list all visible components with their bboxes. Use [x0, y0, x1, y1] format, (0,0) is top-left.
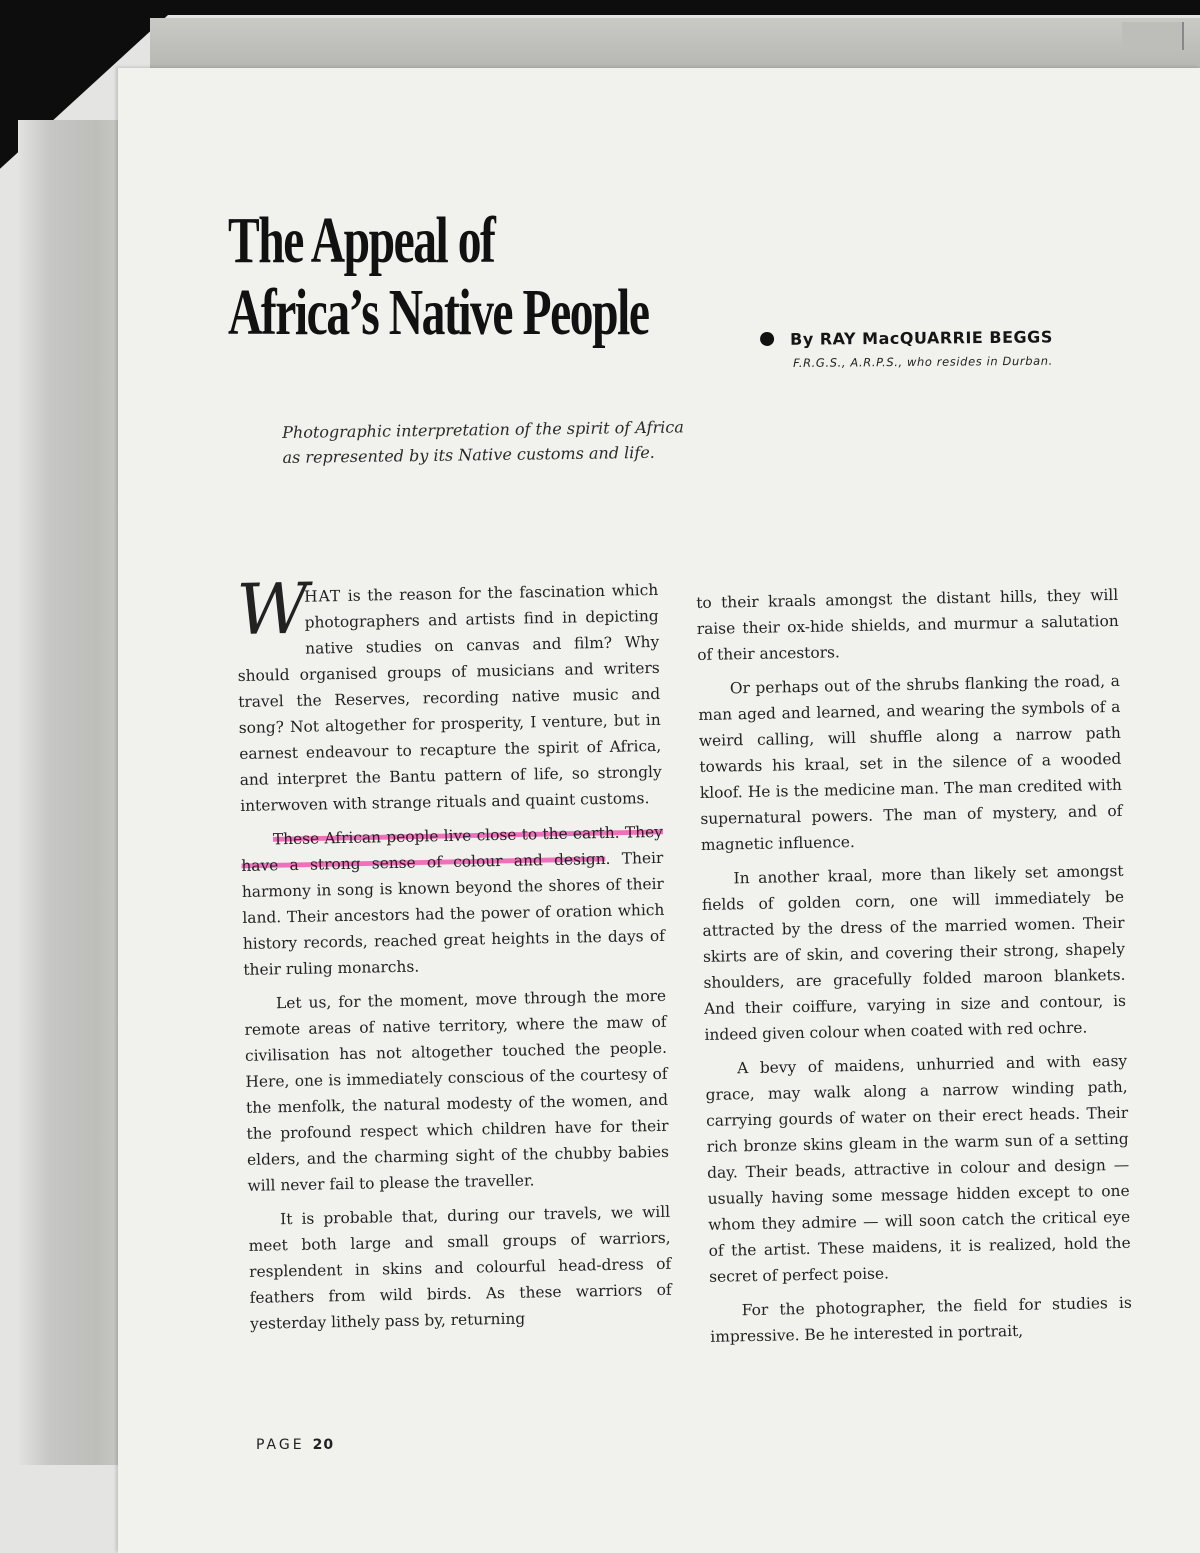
- highlighted-text: These African people live close to the earth. They have a strong sense of colour and design: [241, 822, 663, 875]
- paragraph-4: It is probable that, during our travels, we will meet both large and small groups of warriors, resplendent in skins and colourful head-dress of feathers from wild birds. As these warriors of yesterday lithely pass by, returning: [248, 1202, 672, 1333]
- drop-cap: W: [235, 567, 300, 651]
- paragraph-2-text: . Their harmony in song is known beyond the shores of their land. Their ancestors had the power of oration which history records, reached great heights in the days of their ruling monarchs.: [241, 848, 665, 979]
- article-subtitle: Photographic interpretation of the spirit of Africa as represented by its Native customs and life.: [282, 417, 684, 467]
- paragraph-2: [241, 819, 666, 983]
- text-column-left: [235, 567, 673, 1345]
- bullet-icon: [760, 332, 774, 346]
- paragraph-1-text: is the reason for the fascination which photographers and artists find in depicting native studies on canvas and film? Why should organised groups of musicians and writers travel the Reserves, recording native music and song? Not altogether for prosperity, I venture, but in earnest endeavour to recapture the spirit of Africa, and interpret the Bantu pattern of life, so strongly interwoven with strange rituals and quaint customs.: [237, 580, 662, 815]
- paragraph-9: For the photographer, the field for studies is impressive. Be he interested in portrait,: [710, 1293, 1132, 1346]
- article-title: [228, 204, 649, 349]
- page-footer: [256, 1437, 334, 1453]
- paragraph-3: Let us, for the moment, move through the more remote areas of native territory, where the maw of civilisation has not altogether touched the people. Here, one is immediately conscious of the courtesy of the menfolk, the natural modesty of the women, and the profound respect which children have for their elders, and the charming sight of the chubby babies will never fail to please the traveller.: [244, 986, 670, 1195]
- photocopy-top-edge: [150, 18, 1200, 70]
- paragraph-6: Or perhaps out of the shrubs flanking the road, a man aged and learned, and wearing the symbols of a weird calling, will shuffle along a narrow path towards his kraal, set in the silence of a wooded kloof. He is the medicine man. The man credited with supernatural powers. The man of mystery, and of magnetic influence.: [698, 671, 1123, 854]
- lead-word: HAT: [304, 586, 342, 606]
- paragraph-5: to their kraals amongst the distant hills, they will raise their ox-hide shields, and murmur a salutation of their ancestors.: [696, 585, 1119, 664]
- page-label: PAGE: [256, 1437, 305, 1453]
- byline: [760, 327, 1120, 349]
- paragraph-7: In another kraal, more than likely set amongst fields of golden corn, one will immediately be attracted by the dress of the married women. Their skirts are of skin, and covering their strong, shapely shoulders, are gracefully folded maroon blankets. And their coiffure, varying in size and contour, is indeed given colour when coated with red ochre.: [701, 861, 1127, 1044]
- author-name: By RAY MacQUARRIE BEGGS: [789, 327, 1053, 349]
- text-column-right: [696, 582, 1133, 1358]
- title-line-2: Africa’s Native People: [228, 276, 649, 349]
- paragraph-8: A bevy of maidens, unhurried and with easy grace, may walk along a narrow winding path, carrying gourds of water on their erect heads. Their rich bronze skins gleam in the warm sun of a setting day. Their beads, attractive in colour and design — usually having some message hidden except to one whom they admire — will soon catch the critical eye of the artist. These maidens, it is realized, hold the secret of perfect poise.: [705, 1051, 1131, 1286]
- paper-corner: [1122, 22, 1184, 50]
- author-credentials: F.R.G.S., A.R.P.S., who resides in Durban.: [793, 353, 1053, 370]
- paragraph-1: [235, 567, 662, 819]
- page-number: 20: [312, 1437, 335, 1453]
- title-line-1: The Appeal of: [228, 204, 495, 277]
